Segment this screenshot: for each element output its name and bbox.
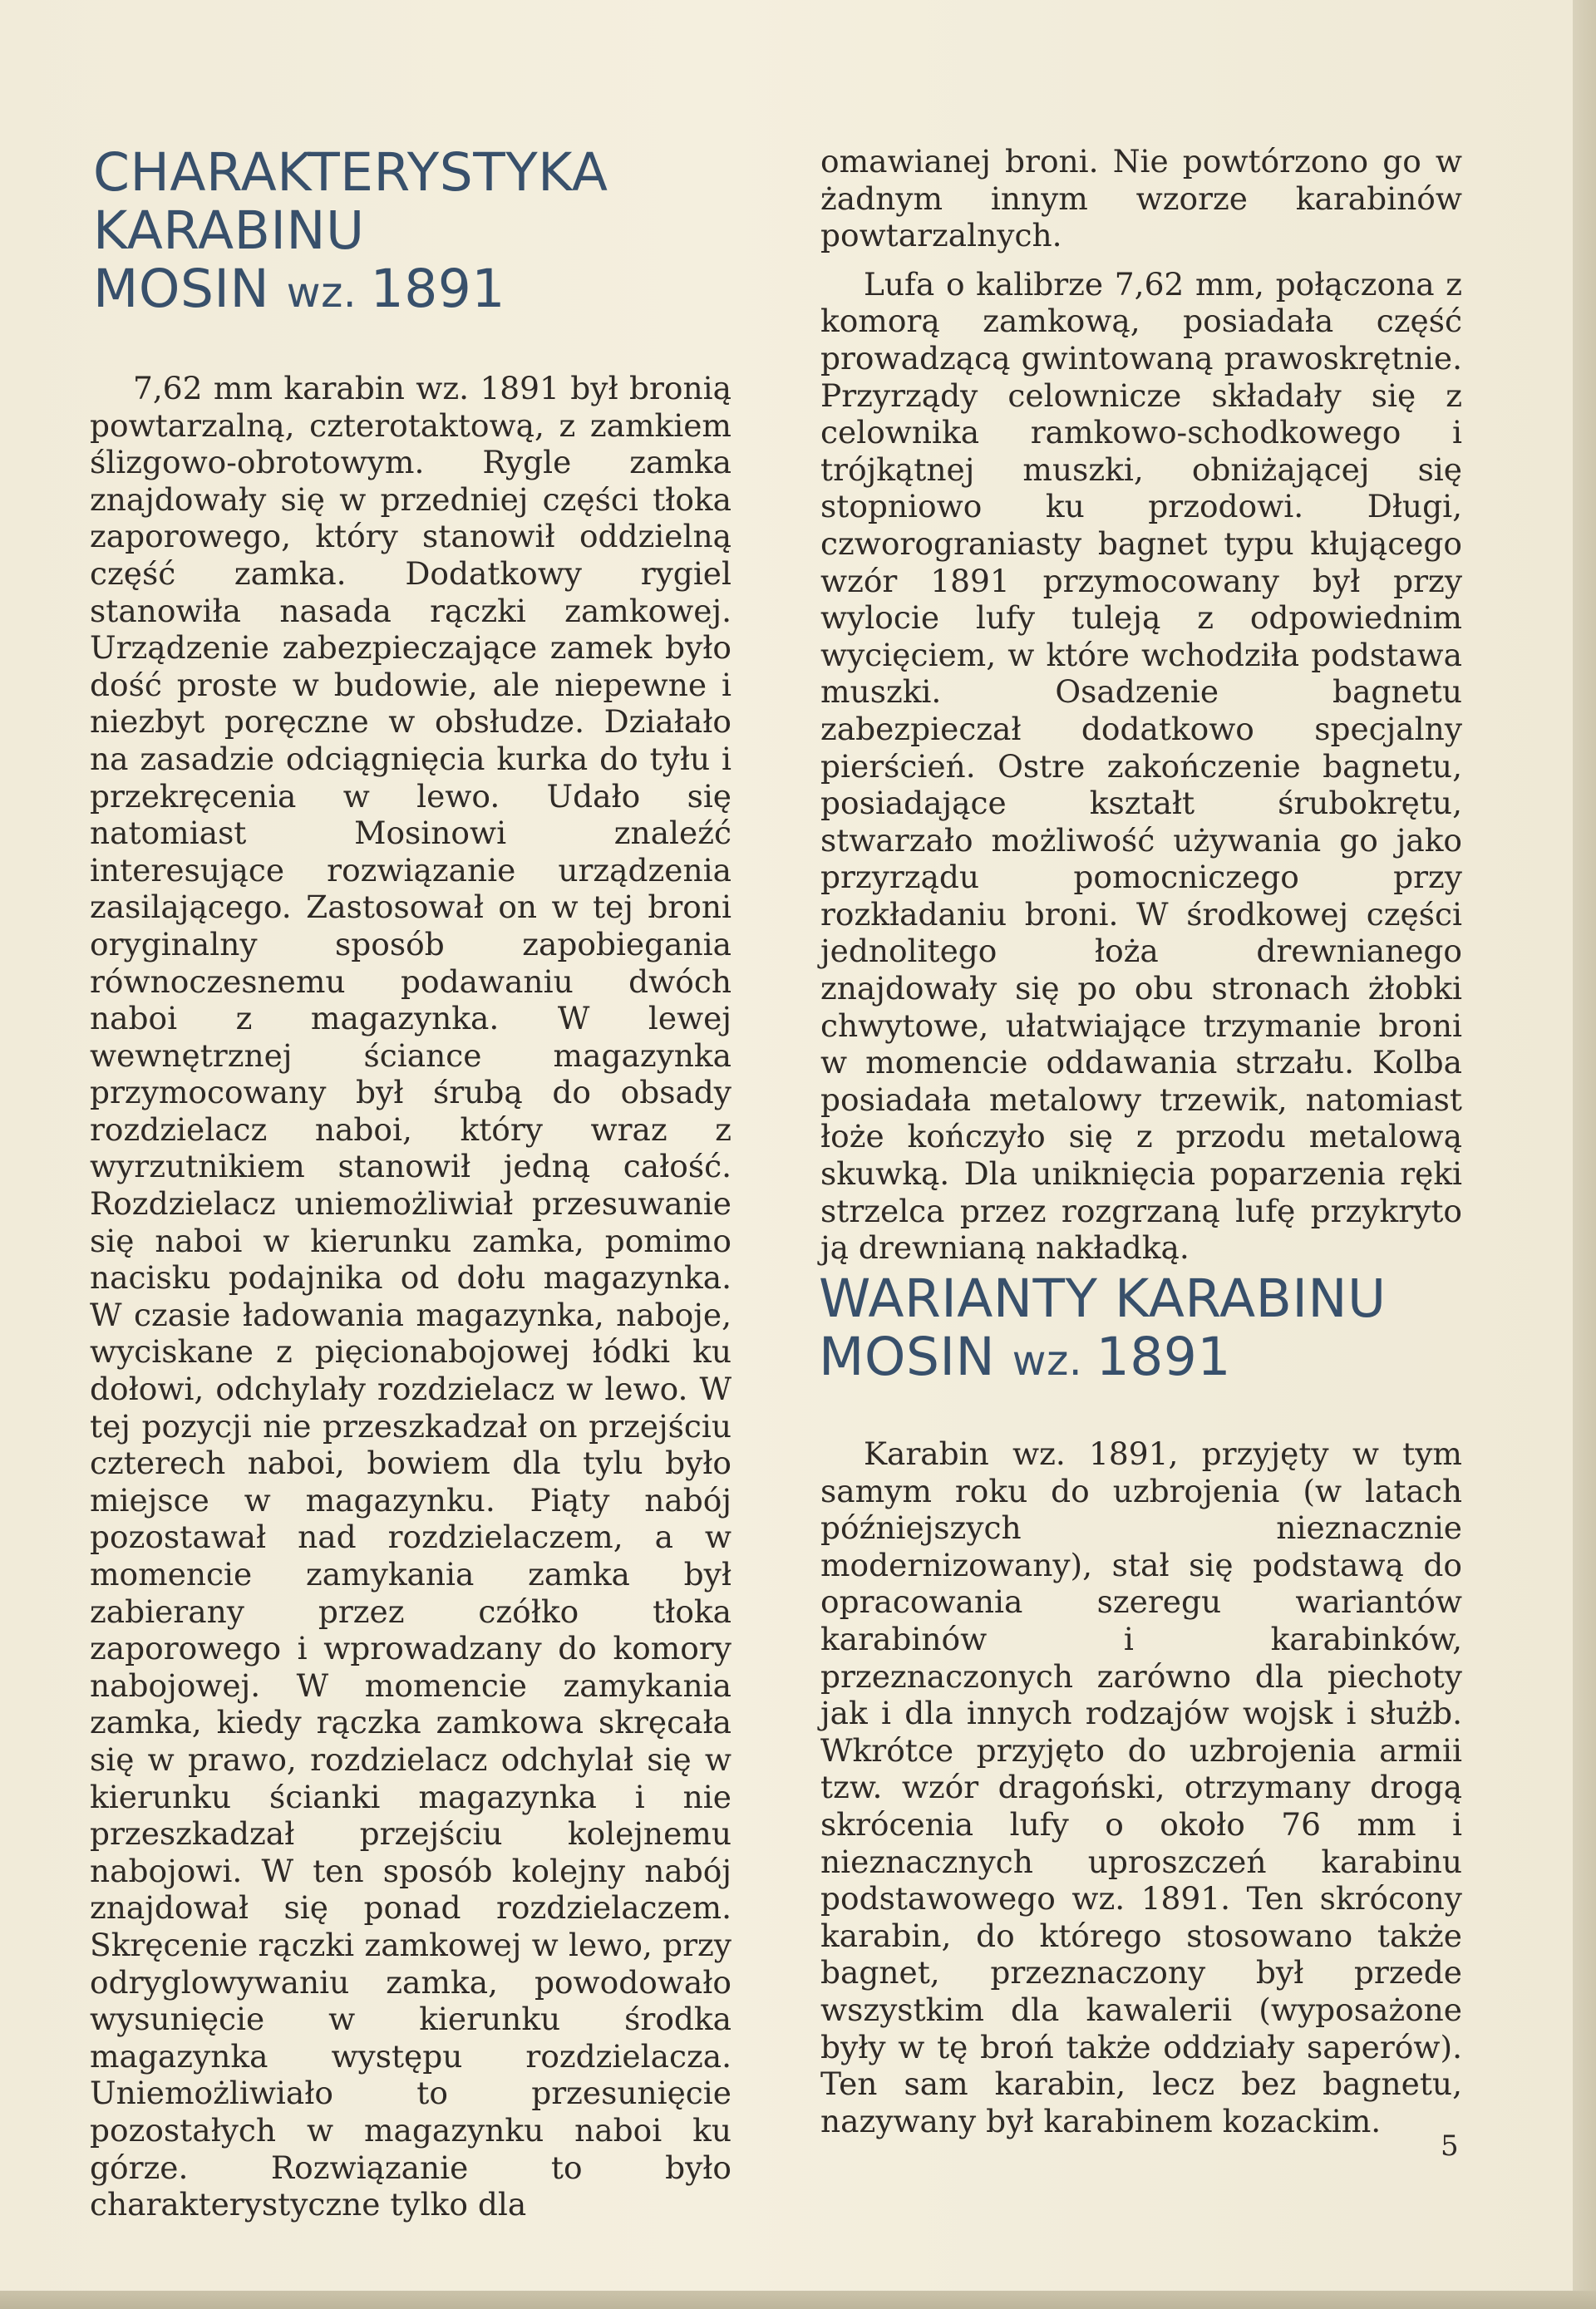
section-heading-warianty: [819, 1270, 1484, 1390]
page-number: 5: [1441, 2129, 1459, 2163]
heading-year: 1891: [370, 258, 505, 319]
heading-wz: wz.: [286, 268, 371, 317]
paragraph: Karabin wz. 1891, przyjęty w tym samym roku do uzbrojenia (w latach późniejszych nieznacznie modernizowany), stał się podstawą do opracowania szeregu wariantów karabinów i karabinków, przeznaczonych zarówno dla piechoty jak i dla innych rodzajów wojsk i służb. Wkrótce przyjęto do uzbrojenia armii tzw. wzór dragoński, otrzymany drogą skrócenia lufy o około 76 mm i nieznacznych uproszczeń karabinu podstawowego wz. 1891. Ten skrócony karabin, do którego stosowano także bagnet, przeznaczony był przede wszystkim dla kawalerii (wyposażone były w tę broń także oddziały saperów). Ten sam karabin, lecz bez bagnetu, nazywany był karabinem kozackim.: [820, 1435, 1462, 2139]
paragraph-continuation: omawianej broni. Nie powtórzono go w żadnym innym wzorze karabinów powtarzalnych.: [820, 143, 1462, 254]
right-column-bottom: [820, 1435, 1462, 2139]
heading-line: KARABINU: [93, 200, 365, 261]
right-column-top: [820, 143, 1462, 1267]
page-edge: [1573, 0, 1596, 2309]
heading-line: CHARAKTERYSTYKA: [93, 142, 608, 203]
paragraph: Lufa o kalibrze 7,62 mm, połączona z komorą zamkową, posiadała część prowadzącą gwintowaną prawoskrętnie. Przyrządy celownicze składały się z celownika ramkowo-schodkowego i trójkątnej muszki, obniżającej się stopniowo ku przodowi. Długi, czworograniasty bagnet typu kłującego wzór 1891 przymocowany był przy wylocie lufy tuleją z odpowiednim wycięciem, w które wchodziła podstawa muszki. Osadzenie bagnetu zabezpieczał dodatkowo specjalny pierścień. Ostre zakończenie bagnetu, posiadające kształt śrubokrętu, stwarzało możliwość używania go jako przyrządu pomocniczego przy rozkładaniu broni. W środkowej części jednolitego łoża drewnianego znajdowały się po obu stronach żłobki chwytowe, ułatwiające trzymanie broni w momencie oddawania strzału. Kolba posiadała metalowy trzewik, natomiast łoże kończyło się z przodu metalową skuwką. Dla uniknięcia poparzenia ręki strzelca przez rozgrzaną lufę przykryto ją drewnianą nakładką.: [820, 265, 1462, 1267]
heading-line: MOSIN: [819, 1327, 1012, 1387]
heading-line: WARIANTY KARABINU: [819, 1268, 1387, 1329]
left-column: [90, 370, 732, 2223]
page-bottom-edge: [0, 2291, 1596, 2309]
heading-line: MOSIN: [93, 258, 287, 319]
section-heading-charakterystyka: [93, 144, 725, 322]
heading-year: 1891: [1096, 1327, 1231, 1387]
paragraph: 7,62 mm karabin wz. 1891 był bronią powtarzalną, czterotaktową, z zamkiem ślizgowo-obrotowym. Rygle zamka znajdowały się w przedniej części tłoka zaporowego, który stanowił oddzielną część zamka. Dodatkowy rygiel stanowiła nasada rączki zamkowej. Urządzenie zabezpieczające zamek było dość proste w budowie, ale niepewne i niezbyt poręczne w obsłudze. Działało na zasadzie odciągnięcia kurka do tyłu i przekręcenia w lewo. Udało się natomiast Mosinowi znaleźć interesujące rozwiązanie urządzenia zasilającego. Zastosował on w tej broni oryginalny sposób zapobiegania równoczesnemu podawaniu dwóch naboi z magazynka. W lewej wewnętrznej ściance magazynka przymocowany był śrubą do obsady rozdzielacz naboi, który wraz z wyrzutnikiem stanowił jedną całość. Rozdzielacz uniemożliwiał przesuwanie się naboi w kierunku zamka, pomimo nacisku podajnika od dołu magazynka. W czasie ładowania magazynka, naboje, wyciskane z pięcionabojowej łódki ku dołowi, odchylały rozdzielacz w lewo. W tej pozycji nie przeszkadzał on przejściu czterech naboi, bowiem dla tylu było miejsce w magazynku. Piąty nabój pozostawał nad rozdzielaczem, a w momencie zamykania zamka był zabierany przez czółko tłoka zaporowego i wprowadzany do komory nabojowej. W momencie zamykania zamka, kiedy rączka zamkowa skręcała się w prawo, rozdzielacz odchylał się w kierunku ścianki magazynka i nie przeszkadzał przejściu kolejnemu nabojowi. W ten sposób kolejny nabój znajdował się ponad rozdzielaczem. Skręcenie rączki zamkowej w lewo, przy odryglowywaniu zamka, powodowało wysunięcie w kierunku środka magazynka występu rozdzielacza. Uniemożliwiało to przesunięcie pozostałych w magazynku naboi ku górze. Rozwiązanie to było charakterystyczne tylko dla: [90, 370, 732, 2223]
heading-wz: wz.: [1012, 1337, 1096, 1385]
